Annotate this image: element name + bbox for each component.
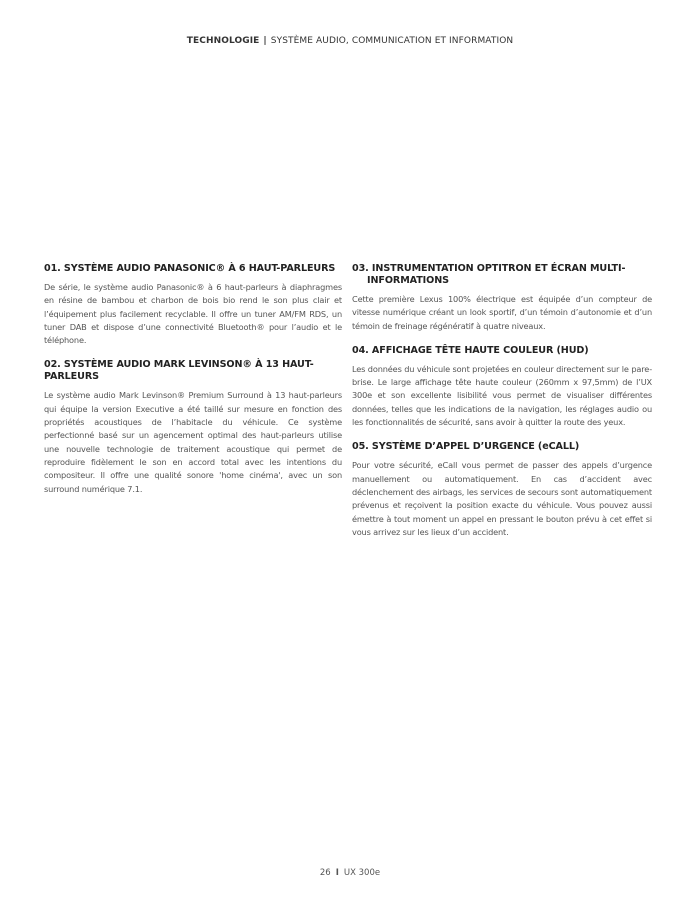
section-05	[352, 441, 652, 539]
section-04-title: 04. AFFICHAGE TÊTE HAUTE COULEUR (HUD)	[352, 344, 589, 356]
section-03-body: Cette première Lexus 100% électrique est équipée d’un compteur de vitesse numérique créant un look sportif, d’un témoin d’autonomie et d’un témoin de freinage régénératif à quatre niveaux.	[352, 294, 652, 331]
section-03-title-line1: 03. INSTRUMENTATION OPTITRON ET ÉCRAN MULTI-	[352, 263, 626, 274]
section-05-title: 05. SYSTÈME D’APPEL D’URGENCE (eCALL)	[352, 441, 580, 453]
section-03-title-line2: INFORMATIONS	[367, 275, 449, 286]
section-04	[352, 345, 652, 429]
page-header	[0, 36, 700, 46]
left-column	[44, 263, 342, 508]
section-01	[44, 263, 342, 347]
section-01-body: De série, le système audio Panasonic® à 6 haut-parleurs à diaphragmes en résine de bambou et charbon de bois bio rend le son plus clair et l’équipement plus facilement recyclable. Il offre un tuner AM/FM RDS, un tuner DAB et dispose d’une connectivité Bluetooth® pour l’audio et le téléphone.	[44, 282, 342, 346]
section-03-title	[352, 263, 652, 287]
header-category: TECHNOLOGIE	[186, 36, 260, 46]
section-01-title: 01. SYSTÈME AUDIO PANASONIC® À 6 HAUT-PARLEURS	[44, 263, 336, 274]
footer-separator: I	[335, 868, 339, 878]
section-02-title: 02. SYSTÈME AUDIO MARK LEVINSON® À 13 HAUT-PARLEURS	[44, 359, 314, 383]
footer-page-number: 26	[319, 868, 331, 878]
header-separator: |	[263, 36, 267, 46]
section-04-body: Les données du véhicule sont projetées en couleur directement sur le pare-brise. Le large affichage tête haute couleur (260mm x 97,5mm) de l’UX 300e et son excellente lisibilité vous permet de visualiser différentes données, telles que les indications de la navigation, les réglages audio ou les fonctionnalités de sécurité, sans avoir à quitter la route des yeux.	[352, 363, 652, 428]
section-02	[44, 359, 342, 495]
section-05-body: Pour votre sécurité, eCall vous permet de passer des appels d’urgence manuellement ou automatiquement. En cas d’accident avec déclenchement des airbags, les services de secours sont automatiquement prévenus et reçoivent la position exacte du véhicule. Vous pouvez aussi émettre à tout moment un appel en pressant le bouton prévu à cet effet si vous arrivez sur les lieux d’un accident.	[352, 460, 652, 537]
page-footer	[0, 868, 700, 878]
section-02-body: Le système audio Mark Levinson® Premium Surround à 13 haut-parleurs qui équipe la version Executive a été taillé sur mesure en fonction des propriétés acoustiques de l’habitacle du véhicule. Ce système perfectionné basé sur un agencement optimal des haut-parleurs utilise une nouvelle technologie de traitement acoustique qui permet de reproduire fidèlement le son en accord total avec les intentions du compositeur. Il offre une qualité sonore 'home cinéma', avec un son surround numérique 7.1.	[44, 390, 342, 494]
header-subtitle: SYSTÈME AUDIO, COMMUNICATION ET INFORMATION	[270, 36, 514, 46]
section-03	[352, 263, 652, 333]
right-column	[352, 263, 652, 551]
footer-model: UX 300e	[343, 868, 381, 878]
